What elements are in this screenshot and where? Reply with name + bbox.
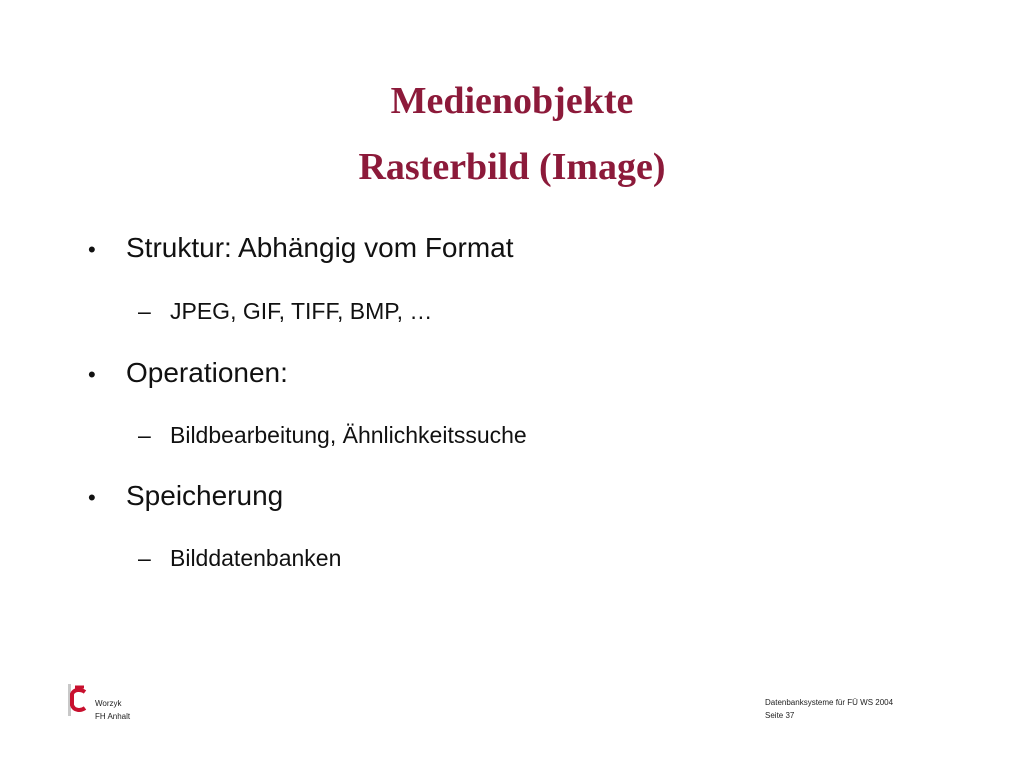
bullet-text: Struktur: Abhängig vom Format [126, 232, 514, 263]
bullet-marker: • [88, 362, 96, 387]
footer-course-title: Datenbanksysteme für FÜ WS 2004 [765, 698, 894, 707]
bullet-text: Operationen: [126, 357, 288, 388]
bullet-marker: • [88, 485, 96, 510]
sub-item-formats [138, 298, 432, 325]
title-line-2: Rasterbild (Image) [358, 146, 666, 188]
sub-text: JPEG, GIF, TIFF, BMP, … [170, 298, 433, 324]
sub-item-operations [138, 422, 527, 449]
footer-author-name: Worzyk [95, 699, 122, 708]
bullet-marker: • [88, 237, 96, 262]
bullet-item-storage [88, 480, 283, 512]
footer-course-info [765, 696, 893, 722]
footer-institution: FH Anhalt [95, 712, 131, 721]
bullet-item-structure [88, 232, 514, 264]
fh-anhalt-logo-icon [67, 683, 89, 717]
sub-text: Bilddatenbanken [170, 545, 342, 571]
sub-marker: – [138, 422, 151, 448]
sub-marker: – [138, 298, 151, 324]
bullet-item-operations [88, 357, 288, 389]
sub-text: Bildbearbeitung, Ähnlichkeitssuche [170, 422, 527, 448]
bullet-text: Speicherung [126, 480, 284, 511]
footer-page-number: Seite 37 [765, 711, 795, 720]
sub-item-storage [138, 545, 341, 572]
sub-marker: – [138, 545, 151, 571]
title-line-1: Medienobjekte [390, 80, 634, 122]
footer-author [95, 697, 130, 723]
